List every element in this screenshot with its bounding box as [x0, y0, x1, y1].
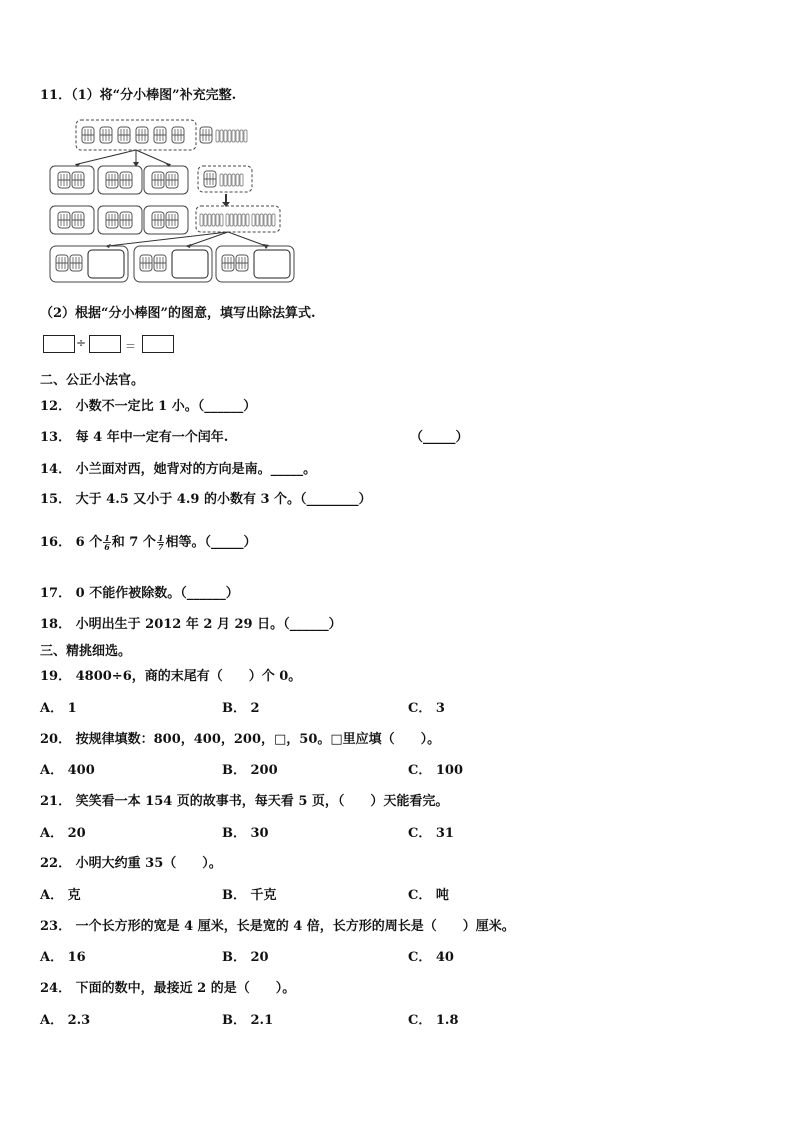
fraction-one-sixth: $\frac{1}{6}$ [104, 533, 110, 552]
q23-stem: 23． 一个长方形的宽是 4 厘米，长是宽的 4 倍，长方形的周长是（ ）厘米。 [40, 919, 515, 934]
quotient-box[interactable] [142, 335, 174, 353]
section-3-heading: 三、精挑细选。 [40, 644, 132, 659]
q15: 15． 大于 4.5 又小于 4.9 的小数有 3 个。（________） [40, 492, 372, 507]
q16 [40, 531, 256, 551]
q18: 18． 小明出生于 2012 年 2 月 29 日。（______） [40, 617, 342, 632]
q24-option-a[interactable]: A． 2.3 [40, 1013, 91, 1028]
q20-option-b[interactable]: B． 200 [222, 763, 278, 778]
q13: 13． 每 4 年中一定有一个闰年. [40, 430, 229, 445]
q19-option-a[interactable]: A． 1 [40, 701, 77, 716]
divisor-box[interactable] [89, 335, 121, 353]
q11-part1: 11．（1）将“分小棒图”补充完整. [40, 88, 237, 103]
dividend-box[interactable] [43, 335, 75, 353]
q22-option-b[interactable]: B． 千克 [222, 888, 277, 903]
q24-option-b[interactable]: B． 2.1 [222, 1013, 274, 1028]
q19-stem: 19． 4800÷6，商的末尾有（ ）个 0。 [40, 669, 302, 684]
q14: 14． 小兰面对西，她背对的方向是南。_____。 [40, 462, 317, 477]
q13-blank[interactable]: （_____） [410, 430, 469, 445]
q19-option-c[interactable]: C． 3 [408, 701, 445, 716]
q20-option-c[interactable]: C． 100 [408, 763, 464, 778]
blank-answer-box-2 [172, 250, 208, 278]
q22-option-a[interactable]: A． 克 [40, 888, 81, 903]
blank-answer-box-3 [254, 250, 290, 278]
q23-option-a[interactable]: A． 16 [40, 950, 86, 965]
q17: 17． 0 不能作被除数。（______） [40, 586, 239, 601]
q11-part2: （2）根据“分小棒图”的图意，填写出除法算式. [40, 306, 316, 321]
equals-sign: ＝ [125, 340, 136, 353]
q16-part-a: 16． 6 个 [40, 535, 103, 550]
q19-option-b[interactable]: B． 2 [222, 701, 260, 716]
q23-option-c[interactable]: C． 40 [408, 950, 454, 965]
q22-stem: 22． 小明大约重 35（ ）。 [40, 856, 222, 871]
q16-part-b: 和 7 个 [111, 535, 156, 550]
stick-division-diagram [48, 118, 298, 286]
fraction-one-seventh: $\frac{1}{7}$ [157, 533, 164, 552]
q21-option-c[interactable]: C． 31 [408, 826, 454, 841]
divide-sign: ÷ [76, 336, 87, 350]
q16-part-c: 相等。（_____） [165, 535, 257, 550]
blank-answer-box-1 [88, 250, 124, 278]
q20-option-a[interactable]: A． 400 [40, 763, 95, 778]
section-2-heading: 二、公正小法官。 [40, 373, 145, 388]
q22-option-c[interactable]: C． 吨 [408, 888, 449, 903]
q21-option-a[interactable]: A． 20 [40, 826, 86, 841]
q24-option-c[interactable]: C． 1.8 [408, 1013, 459, 1028]
q20-stem: 20． 按规律填数：800，400，200，□，50。□里应填（ ）。 [40, 732, 441, 747]
q23-option-b[interactable]: B． 20 [222, 950, 269, 965]
q21-option-b[interactable]: B． 30 [222, 826, 269, 841]
q12: 12． 小数不一定比 1 小。（______） [40, 399, 257, 414]
q24-stem: 24． 下面的数中，最接近 2 的是（ ）。 [40, 981, 296, 996]
q21-stem: 21． 笑笑看一本 154 页的故事书，每天看 5 页，（ ）天能看完。 [40, 794, 449, 809]
